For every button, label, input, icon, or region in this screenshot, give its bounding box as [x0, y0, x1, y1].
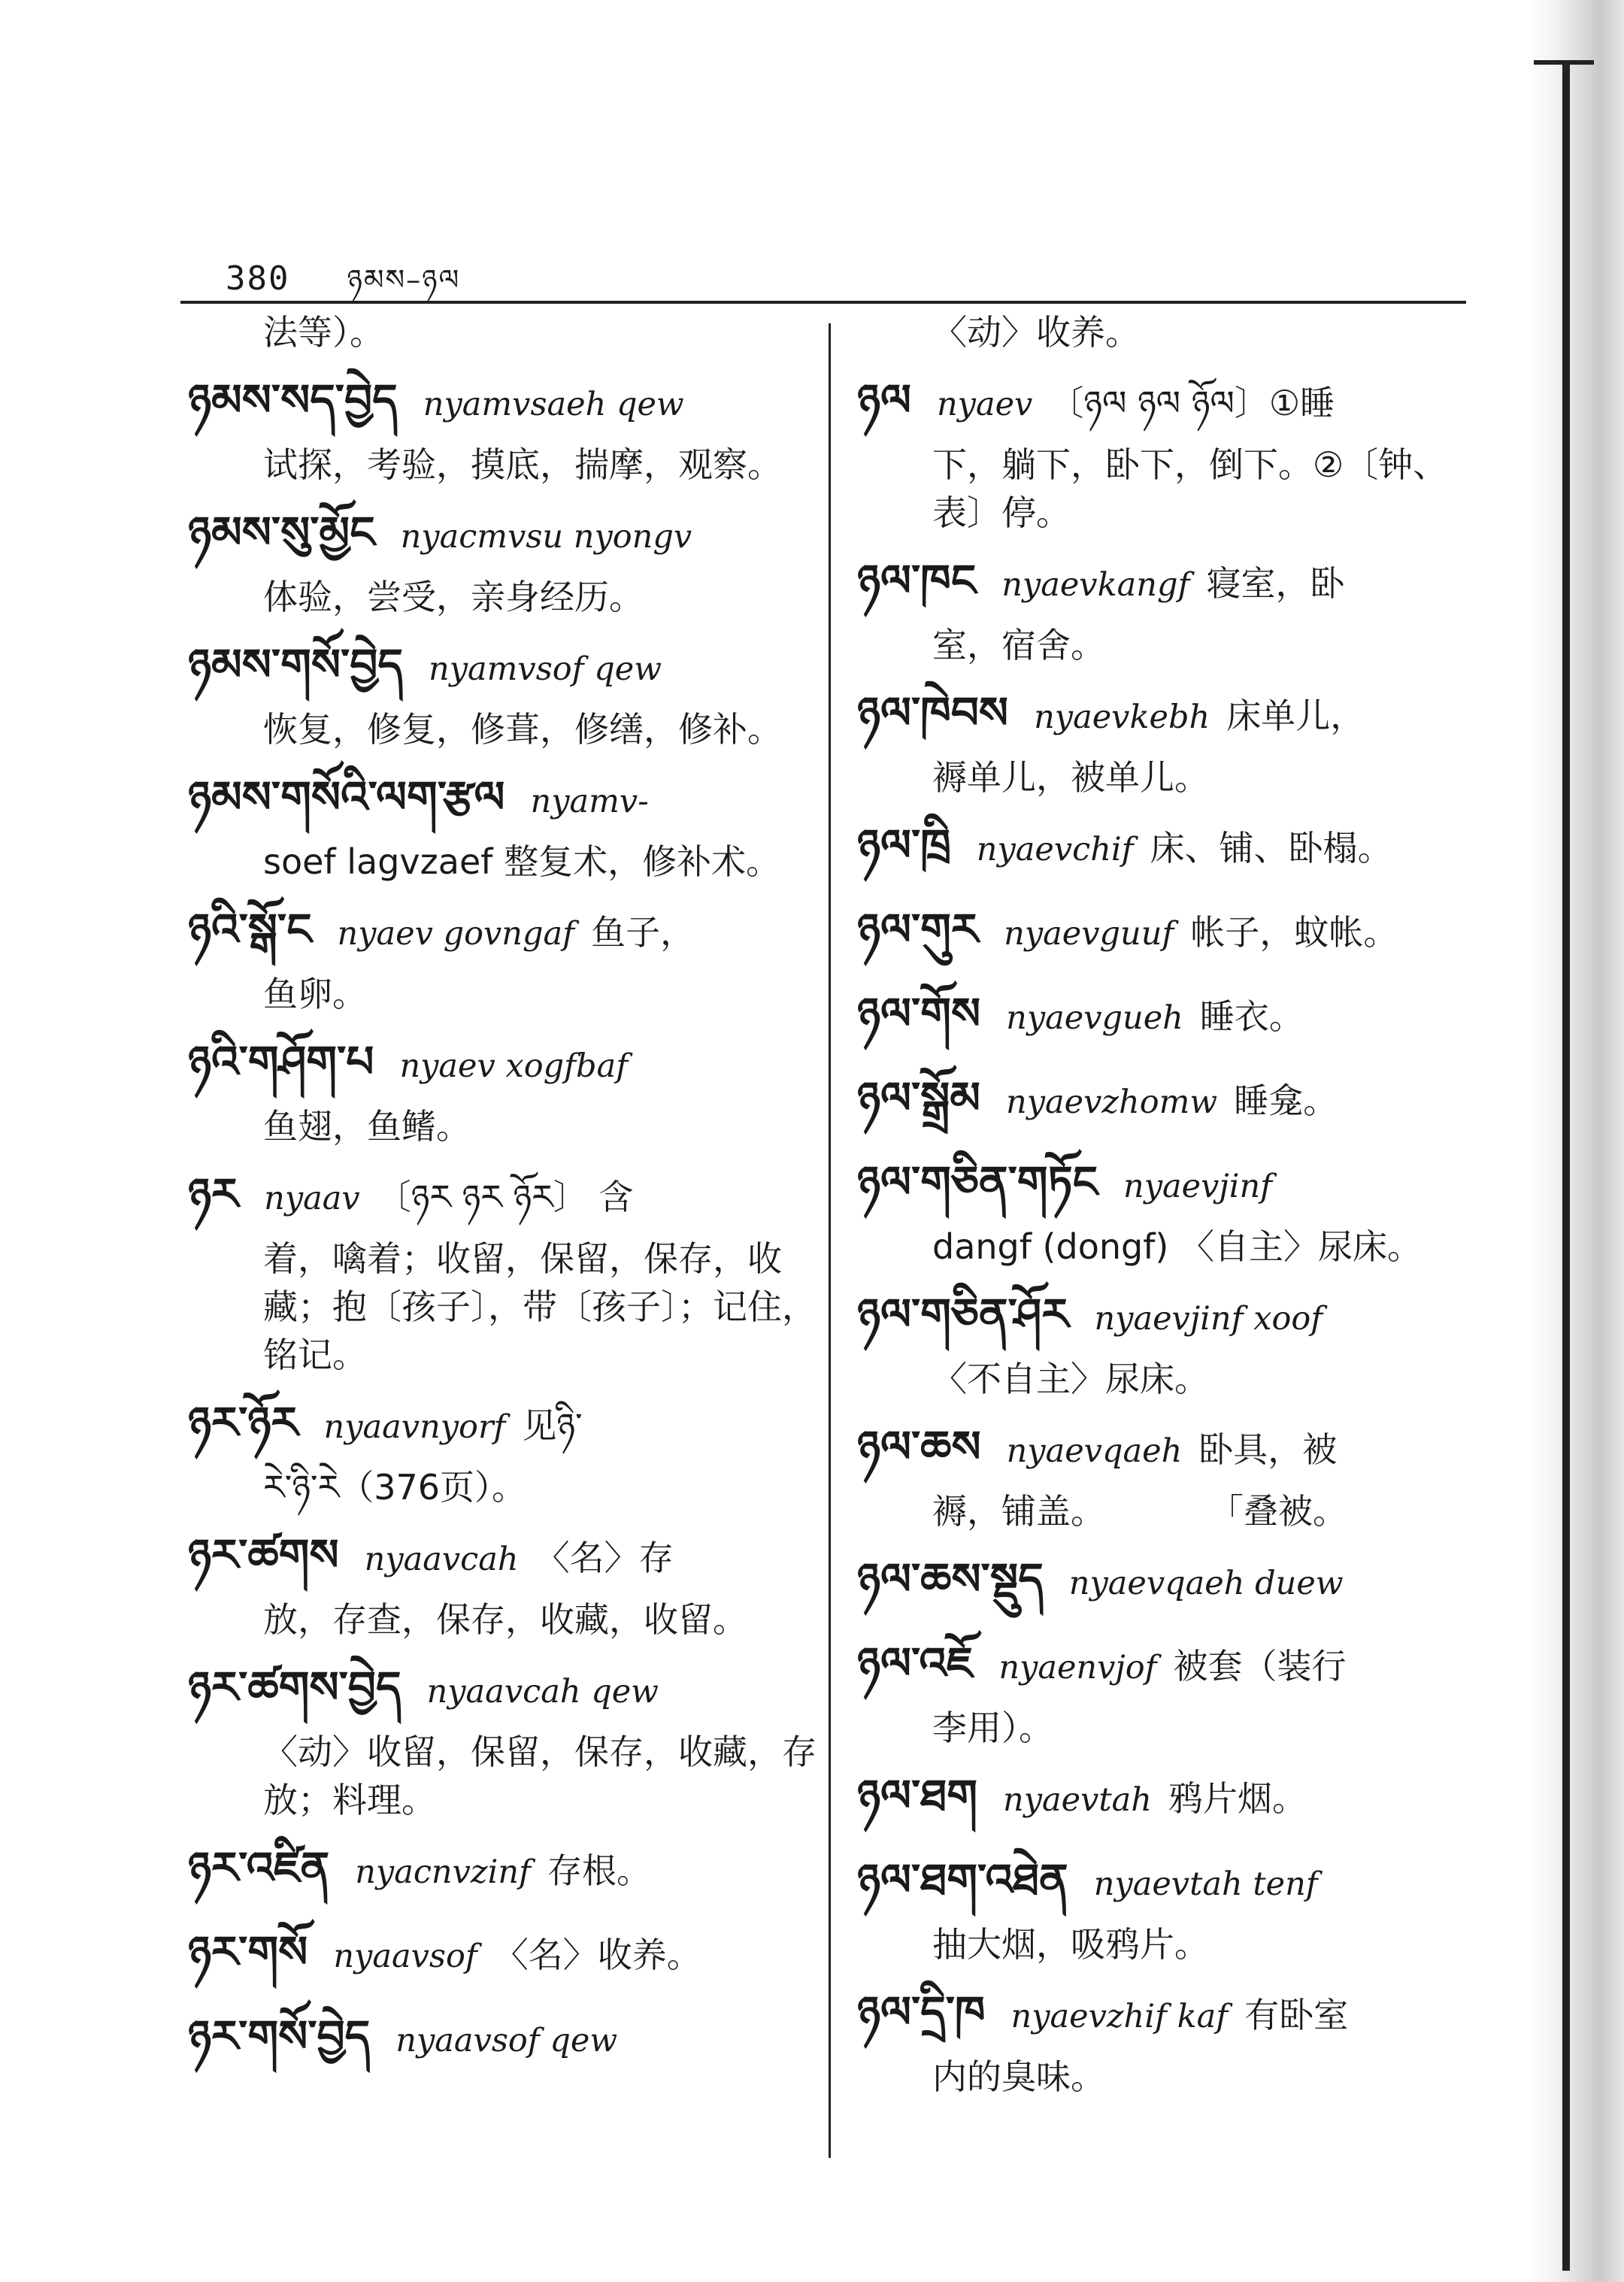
entry-headline [188, 496, 812, 573]
transliteration: nyacmvsu nyongv [400, 518, 692, 556]
tibetan-headword: ཉལ་ཆས [857, 1421, 981, 1472]
entry-headline [857, 1278, 1481, 1355]
entry-spacer [188, 886, 812, 893]
transliteration: nyaavnyorf [323, 1408, 506, 1446]
entry-spacer [188, 356, 812, 364]
entry-spacer [188, 1379, 812, 1386]
book-spine-shadow [1526, 0, 1624, 2282]
dictionary-entry [857, 1278, 1481, 1411]
entry-headline [857, 364, 1481, 441]
definition-start: 有卧室 [1244, 1995, 1349, 2035]
entry-headline [188, 629, 812, 705]
definition-start: 〔ཉར ཉར ཉོར〕 含 [376, 1177, 634, 1217]
entry-spacer [857, 886, 1481, 893]
entry-headline [857, 1062, 1481, 1138]
page-number: 380 [226, 259, 290, 298]
definition-start: 〔ཉལ ཉལ ཉོལ〕①睡 [1049, 383, 1335, 423]
tibetan-headword: ཉལ་འཇོ [857, 1638, 974, 1689]
dictionary-entry [857, 1146, 1481, 1278]
entry-spacer [188, 1150, 812, 1158]
entry-spacer [857, 537, 1481, 544]
dictionary-entry [188, 629, 812, 761]
tibetan-headword: ཉལ་ཁང [857, 555, 977, 606]
dictionary-entry [188, 1651, 817, 1832]
tibetan-headword: ཉལ་ཐག [857, 1770, 978, 1821]
dictionary-entry [857, 1976, 1481, 2108]
entry-spacer [188, 1824, 812, 1832]
entry-spacer [857, 1620, 1481, 1627]
definition-line: 放，存查，保存，收藏，收留。 [263, 1599, 747, 1640]
tibetan-headword: ཉར་གསོ [188, 1926, 308, 1977]
tibetan-headword: ཉར་ཚགས་བྱེད [188, 1662, 401, 1713]
definition-line: 内的臭味。 [932, 2056, 1105, 2097]
transliteration: nyamvsof qew [429, 650, 662, 688]
definition-start: 寝室，卧 [1206, 563, 1345, 604]
entry-spacer [188, 1993, 812, 2000]
right-column [857, 308, 1481, 2108]
transliteration: nyaev xogfbaf [399, 1047, 629, 1085]
entry-headline [188, 1651, 812, 1728]
column-divider [829, 323, 831, 2158]
transliteration: nyaavcah qew [426, 1673, 659, 1711]
definition-line: 室，宿舍。 [932, 625, 1105, 665]
tibetan-headword: ཉའི་གཤོག་པ [188, 1036, 374, 1087]
entry-spacer [188, 1644, 812, 1651]
entry-spacer [857, 1271, 1481, 1278]
entry-spacer [857, 802, 1481, 809]
tibetan-headword: ཉལ་གཅིན་ཤོར [857, 1289, 1069, 1340]
entry-spacer [857, 970, 1481, 977]
dictionary-entry [857, 544, 1481, 677]
transliteration: nyaevtah tenf [1093, 1865, 1318, 1903]
entry-headline [857, 677, 1481, 753]
dictionary-entry [188, 496, 812, 629]
entry-headline [188, 1026, 812, 1102]
dictionary-entry [857, 893, 1481, 977]
dictionary-entry [188, 364, 812, 496]
definition-start: 存根。 [547, 1850, 651, 1891]
transliteration: nyaev govngaf [337, 915, 575, 953]
definition-line: 鱼翅，鱼鳍。 [263, 1106, 471, 1147]
entry-headline [857, 893, 1481, 970]
header-rule [180, 301, 1466, 304]
spine-edge-line [1562, 60, 1570, 2271]
entry-headline [857, 544, 1481, 621]
definition-line: 抽大烟，吸鸦片。 [932, 1924, 1209, 1965]
entry-headline [857, 1543, 1481, 1620]
tibetan-headword: ཉར་ཚགས [188, 1529, 339, 1580]
definition-start: 卧具，被 [1198, 1429, 1338, 1470]
definition-line: 着，噙着；收留，保留，保存，收 [263, 1238, 782, 1279]
tibetan-headword: ཉའི་སྒོ་ང [188, 904, 312, 955]
definition-start: 床单儿， [1226, 696, 1365, 736]
entry-spacer [188, 1018, 812, 1026]
definition-start: 鸦片烟。 [1168, 1778, 1307, 1819]
transliteration: nyaevzhomw [1006, 1083, 1218, 1121]
definition-line: 下，躺下，卧下，倒下。②〔钟、 [932, 444, 1448, 485]
transliteration: nyaavcah [364, 1541, 519, 1578]
definition-line: 法等）。 [263, 312, 384, 353]
transliteration: nyaevguuf [1004, 915, 1174, 953]
definition-start: 鱼子， [591, 912, 695, 953]
tibetan-headword: ཉར [188, 1168, 239, 1220]
entry-headline [857, 809, 1481, 886]
entry-spacer [188, 753, 812, 761]
transliteration: nyaev [936, 386, 1033, 423]
entry-headline [857, 1759, 1481, 1836]
definition-line: 褥，铺盖。 「叠被。 [932, 1491, 1347, 1532]
transliteration: nyaenvjof [998, 1649, 1157, 1686]
entry-headline [188, 1519, 812, 1596]
entry-headline [188, 1386, 812, 1463]
definition-line: 褥单儿，被单儿。 [932, 757, 1209, 798]
dictionary-entry [857, 977, 1481, 1062]
entry-headline [188, 1832, 812, 1908]
dictionary-entry [188, 761, 812, 893]
tibetan-headword: ཉལ་སྒྲོམ [857, 1072, 981, 1123]
tibetan-headword: ཉལ་གུར [857, 904, 979, 955]
transliteration: nyaevjinf xoof [1094, 1300, 1323, 1338]
entry-spacer [188, 2077, 812, 2084]
tibetan-headword: ཉམས་སུ་མྱོང [188, 507, 375, 558]
definition-line: 试探，考验，摸底，揣摩，观察。 [263, 444, 782, 485]
definition-line: dangf (dongf) 〈自主〉尿床。 [932, 1226, 1422, 1267]
entry-headline [857, 1844, 1481, 1920]
entry-headline [857, 977, 1481, 1054]
dictionary-entry [857, 677, 1481, 809]
transliteration: nyacnvzinf [355, 1853, 531, 1891]
definition-line: 铭记。 [263, 1335, 367, 1375]
dictionary-entry [188, 1916, 812, 2000]
entry-spacer [857, 356, 1481, 364]
definition-start: 睡衣。 [1199, 996, 1304, 1037]
transliteration: nyaavsof qew [395, 2022, 618, 2059]
tibetan-headword: ཉར་འཛིན [188, 1842, 330, 1893]
definition-start: 〈名〉收养。 [493, 1935, 701, 1975]
transliteration: nyaevgueh [1006, 999, 1183, 1037]
transliteration: nyaavsof [333, 1938, 477, 1975]
definition-line: 李用）。 [932, 1708, 1053, 1748]
entry-headline [188, 893, 812, 970]
entry-range: ཉམས–ཉལ [347, 263, 461, 296]
entry-spacer [857, 1535, 1481, 1543]
transliteration: nyaevchif [976, 831, 1134, 868]
definition-line: 〈动〉收养。 [932, 312, 1140, 353]
tibetan-headword: ཉར་ཉོར [188, 1397, 298, 1448]
definition-start: 〈名〉存 [535, 1538, 674, 1578]
entry-headline [188, 761, 812, 838]
transliteration: nyaevqaeh duew [1068, 1565, 1344, 1602]
definition-line: 体验，尝受，亲身经历。 [263, 577, 644, 617]
tibetan-headword: ཉལ་ཆས་སྡུད [857, 1553, 1044, 1605]
entry-spacer [188, 489, 812, 496]
tibetan-headword: ཉམས་སད་བྱེད [188, 374, 398, 426]
transliteration: nyaevkangf [1001, 566, 1190, 604]
transliteration: nyamv- [530, 783, 649, 820]
tibetan-headword: ཉལ་གོས [857, 988, 981, 1039]
transliteration: nyaevtah [1003, 1781, 1153, 1819]
transliteration: nyaav [264, 1180, 360, 1217]
entry-headline [188, 1916, 812, 1993]
entry-headline [857, 1627, 1481, 1704]
definition-line: 〈动〉收留，保留，保存，收藏，存 [263, 1732, 817, 1772]
definition-start: 床、铺、卧榻。 [1150, 828, 1392, 868]
dictionary-entry [857, 1062, 1481, 1146]
entry-spacer [857, 1968, 1481, 1976]
definition-line: རེ་ཉི་རེ（376页）。 [263, 1467, 527, 1508]
entry-headline [188, 1158, 812, 1235]
transliteration: nyaevkebh [1034, 699, 1210, 736]
dictionary-entry [188, 1158, 817, 1386]
dictionary-entry [857, 364, 1481, 544]
transliteration: nyaevzhif kaf [1010, 1998, 1229, 2035]
tibetan-headword: ཉལ་ཐག་འཐེན [857, 1854, 1068, 1905]
dictionary-entry [188, 2000, 812, 2084]
transliteration: nyamvsaeh qew [423, 386, 684, 423]
entry-spacer [188, 1908, 812, 1916]
entry-headline [857, 1411, 1481, 1487]
dictionary-entry [857, 1543, 1481, 1627]
entry-spacer [857, 1403, 1481, 1411]
entry-spacer [857, 2101, 1481, 2108]
dictionary-entry [857, 1844, 1481, 1976]
entry-spacer [857, 1138, 1481, 1146]
dictionary-entry [857, 308, 1481, 364]
definition-line: soef lagvzaef 整复术，修补术。 [263, 841, 781, 882]
dictionary-entry [857, 1759, 1481, 1844]
entry-headline [857, 1146, 1481, 1223]
tibetan-headword: ཉམས་གསོ་བྱེད [188, 639, 403, 690]
transliteration: nyaevqaeh [1006, 1432, 1183, 1470]
entry-spacer [188, 1511, 812, 1519]
dictionary-entry [188, 1386, 812, 1519]
tibetan-headword: ཉལ་དྲི་ཁ [857, 1987, 986, 2038]
dictionary-entry [857, 1411, 1481, 1543]
entry-headline [188, 364, 812, 441]
dictionary-entry [857, 809, 1481, 893]
definition-line: 藏；抱〔孩子〕，带〔孩子〕；记住， [263, 1286, 817, 1327]
definition-start: 被套（装行 [1173, 1646, 1347, 1686]
entry-spacer [188, 621, 812, 629]
definition-line: 鱼卵。 [263, 974, 367, 1014]
tibetan-headword: ཉལ་ཁེབས [857, 687, 1009, 738]
entry-spacer [857, 1752, 1481, 1759]
dictionary-entry [188, 1832, 812, 1916]
left-column [188, 308, 817, 2084]
tibetan-headword: ཉལ་ཁྲི [857, 820, 951, 871]
definition-start: 帐子，蚊帐。 [1190, 912, 1398, 953]
entry-spacer [857, 1836, 1481, 1844]
tibetan-headword: ཉམས་གསོའི་ལག་རྩལ [188, 771, 505, 823]
definition-start: 见ཉི་ [522, 1405, 583, 1446]
dictionary-entry [188, 1026, 812, 1158]
dictionary-entry [857, 1627, 1481, 1759]
transliteration: nyaevjinf [1123, 1168, 1273, 1205]
dictionary-entry [188, 308, 812, 364]
definition-line: 恢复，修复，修葺，修缮，修补。 [263, 709, 782, 750]
definition-line: 表〕停。 [932, 492, 1071, 533]
definition-line: 放；料理。 [263, 1780, 436, 1820]
tibetan-headword: ཉལ [857, 374, 911, 426]
entry-spacer [857, 1054, 1481, 1062]
definition-line: 〈不自主〉尿床。 [932, 1359, 1209, 1399]
entry-headline [857, 1976, 1481, 2053]
entry-spacer [857, 669, 1481, 677]
tibetan-headword: ཉལ་གཅིན་གཏོང [857, 1156, 1098, 1208]
definition-start: 睡龛。 [1234, 1080, 1338, 1121]
dictionary-entry [188, 1519, 812, 1651]
tibetan-headword: ཉར་གསོ་བྱེད [188, 2011, 371, 2062]
dictionary-entry [188, 893, 812, 1026]
entry-headline [188, 2000, 812, 2077]
